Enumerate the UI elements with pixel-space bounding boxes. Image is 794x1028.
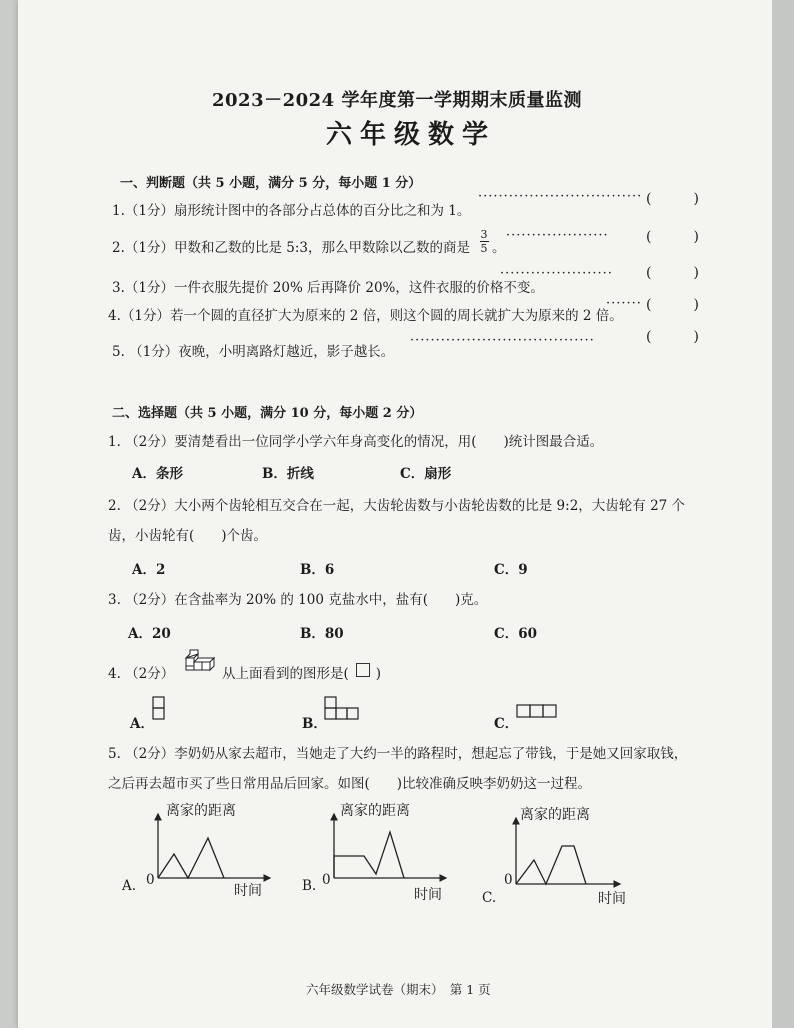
answer-blank-3: ( ) [646, 265, 699, 281]
answer-blank-1: ( ) [646, 191, 699, 207]
answer-blank-2: ( ) [646, 229, 699, 245]
section1-heading: 一、判断题（共 5 小题，满分 5 分，每小题 1 分） [120, 176, 422, 191]
graph-b-xlabel: 时间 [414, 887, 442, 903]
page-footer: 六年级数学试卷（期末） 第 1 页 [306, 982, 491, 997]
dot-leader: ································ [478, 189, 643, 204]
choice-question-2-line1: 2. （2分）大小两个齿轮相互交合在一起，大齿轮齿数与小齿轮齿数的比是 9:2，大齿轮有 27 个 [108, 498, 686, 514]
graph-c-option: C. [482, 890, 497, 906]
cube-stack-icon [184, 650, 220, 674]
option-4b-shape [324, 696, 364, 722]
option-4a-shape [152, 696, 166, 722]
choice-question-1: 1. （2分）要清楚看出一位同学小学六年身高变化的情况，用( )统计图最合适。 [108, 434, 604, 450]
fraction [478, 229, 490, 254]
judge-question-1: 1.（1分）扇形统计图中的各部分占总体的百分比之和为 1。 [112, 203, 471, 219]
graph-c-plot [508, 814, 638, 894]
judge-question-4: 4.（1分）若一个圆的直径扩大为原来的 2 倍，则这个圆的周长就扩大为原来的 2 倍。 [108, 308, 623, 324]
dot-leader: ···································· [410, 333, 595, 348]
graph-a-plot [150, 810, 280, 890]
option-4c-shape [516, 704, 560, 720]
option-4c-label: C． [494, 716, 519, 732]
choice-question-5-line2: 之后再去超市买了些日常用品后回家。如图( )比较准确反映李奶奶这一过程。 [108, 776, 592, 792]
exam-subtitle: 六年级数学 [326, 120, 497, 150]
answer-blank-5: ( ) [646, 329, 699, 345]
option-2b: B．6 [300, 562, 335, 578]
judge-question-3: 3.（1分）一件衣服先提价 20% 后再降价 20%，这件衣服的价格不变。 [112, 280, 544, 296]
choice-question-4-suffix: 从上面看到的图形是( ) [222, 666, 382, 682]
dot-leader: ···················· [506, 228, 609, 243]
graph-c-ylabel: 离家的距离 [520, 807, 590, 823]
fraction-denominator: 5 [480, 242, 488, 255]
answer-blank-4: ( ) [646, 297, 699, 313]
graph-a-xlabel: 时间 [234, 883, 262, 899]
dot-leader: ······················ [500, 266, 613, 281]
dot-leader: ······· [606, 296, 642, 311]
option-1a: A．条形 [132, 466, 183, 482]
graph-a-ylabel: 离家的距离 [166, 803, 236, 819]
option-4a-label: A． [130, 716, 154, 732]
judge-question-2-text: 2.（1分）甲数和乙数的比是 5:3，那么甲数除以乙数的商是 [112, 240, 470, 256]
fraction-numerator: 3 [480, 228, 488, 241]
choice-question-5-line1: 5. （2分）李奶奶从家去超市，当她走了大约一半的路程时，想起忘了带钱，于是她又回家取钱， [108, 746, 688, 762]
graph-a-origin: 0 [146, 872, 155, 888]
background-edge [772, 0, 794, 1028]
graph-a-option: A. [122, 878, 137, 894]
judge-question-2-end: 。 [492, 240, 506, 256]
choice-question-2-line2: 齿，小齿轮有( )个齿。 [108, 528, 268, 544]
small-square-icon [356, 663, 370, 677]
option-3b: B．80 [300, 626, 344, 642]
graph-b-plot [326, 810, 456, 890]
option-3c: C．60 [494, 626, 538, 642]
option-1c: C．扇形 [400, 466, 452, 482]
section2-heading: 二、选择题（共 5 小题，满分 10 分，每小题 2 分） [112, 406, 423, 421]
option-4b-label: B． [302, 716, 327, 732]
graph-c-origin: 0 [504, 872, 513, 888]
graph-c-xlabel: 时间 [598, 891, 626, 907]
judge-question-2 [112, 236, 470, 256]
judge-question-5: 5. （1分）夜晚，小明离路灯越近，影子越长。 [112, 344, 395, 360]
choice-question-3: 3. （2分）在含盐率为 20% 的 100 克盐水中，盐有( )克。 [108, 592, 488, 608]
option-2a: A．2 [132, 562, 166, 578]
option-1b: B．折线 [262, 466, 314, 482]
graph-b-ylabel: 离家的距离 [340, 803, 410, 819]
graph-b-origin: 0 [322, 872, 331, 888]
option-2c: C．9 [494, 562, 528, 578]
graph-b-option: B. [302, 878, 317, 894]
choice-question-4-prefix: 4. （2分） [108, 666, 175, 682]
option-3a: A．20 [128, 626, 171, 642]
exam-title: 2023－2024 学年度第一学期期末质量监测 [212, 90, 582, 111]
